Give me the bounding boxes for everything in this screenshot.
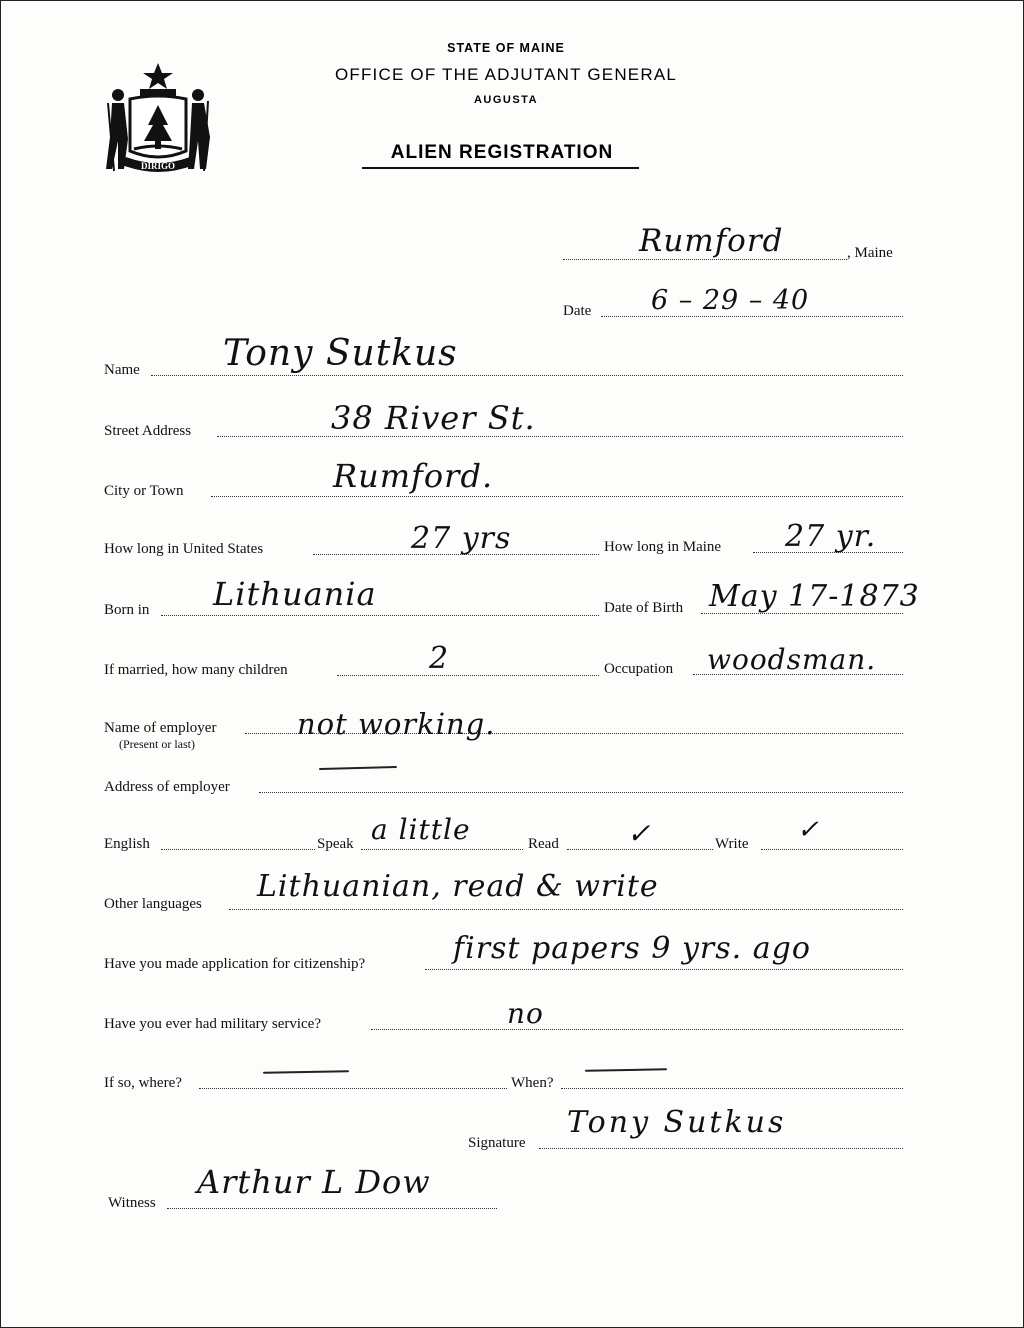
when-line bbox=[561, 1088, 903, 1089]
speak-value: a little bbox=[371, 813, 471, 846]
street-address-line bbox=[217, 436, 903, 437]
when-dash bbox=[585, 1068, 667, 1071]
where-dash bbox=[263, 1070, 349, 1074]
witness-line bbox=[167, 1208, 497, 1209]
military-line bbox=[371, 1029, 903, 1030]
citizenship-line bbox=[425, 969, 903, 970]
born-in-value: Lithuania bbox=[213, 575, 377, 613]
city-heading: AUGUSTA bbox=[473, 94, 539, 106]
military-value: no bbox=[507, 997, 544, 1030]
date-value: 6 – 29 – 40 bbox=[651, 285, 810, 316]
other-languages-line bbox=[229, 909, 903, 910]
when-label: When? bbox=[511, 1075, 554, 1091]
citizenship-label: Have you made application for citizenship? bbox=[104, 956, 366, 972]
military-label: Have you ever had military service? bbox=[104, 1016, 321, 1032]
how-long-us-value: 27 yrs bbox=[411, 521, 512, 556]
state-heading: STATE OF MAINE bbox=[447, 41, 565, 55]
street-address-label: Street Address bbox=[104, 423, 192, 439]
write-line bbox=[761, 849, 903, 850]
employer-address-line bbox=[259, 792, 903, 793]
place-line bbox=[563, 259, 847, 260]
name-value: Tony Sutkus bbox=[223, 333, 458, 374]
write-value: ✓ bbox=[797, 815, 820, 845]
if-so-where-label: If so, where? bbox=[104, 1075, 182, 1091]
signature-label: Signature bbox=[468, 1135, 526, 1151]
children-line bbox=[337, 675, 599, 676]
date-label: Date bbox=[563, 303, 592, 319]
other-languages-value: Lithuanian, read & write bbox=[257, 869, 659, 904]
svg-text:DIRIGO: DIRIGO bbox=[140, 161, 176, 171]
date-of-birth-value: May 17-1873 bbox=[709, 579, 920, 614]
city-value: Rumford. bbox=[333, 457, 494, 495]
signature-line bbox=[539, 1148, 903, 1149]
city-label: City or Town bbox=[104, 483, 184, 499]
employer-name-label: Name of employer bbox=[104, 720, 217, 736]
occupation-label: Occupation bbox=[604, 661, 674, 677]
employer-address-label: Address of employer bbox=[104, 779, 230, 795]
english-label: English bbox=[104, 836, 150, 852]
place-value: Rumford bbox=[639, 223, 784, 259]
date-of-birth-label: Date of Birth bbox=[604, 600, 684, 616]
witness-value: Arthur L Dow bbox=[197, 1163, 431, 1201]
city-line bbox=[211, 496, 903, 497]
name-label: Name bbox=[104, 362, 140, 378]
office-heading: OFFICE OF THE ADJUTANT GENERAL bbox=[334, 65, 678, 84]
employer-dash bbox=[319, 766, 397, 770]
read-label: Read bbox=[528, 836, 559, 852]
citizenship-value: first papers 9 yrs. ago bbox=[453, 931, 811, 966]
employer-name-value: not working. bbox=[297, 707, 496, 741]
title-underline bbox=[362, 167, 639, 169]
how-long-maine-value: 27 yr. bbox=[785, 519, 877, 554]
name-line bbox=[151, 375, 903, 376]
how-long-us-label: How long in United States bbox=[104, 541, 264, 557]
children-label: If married, how many children bbox=[104, 662, 288, 678]
page-title: ALIEN REGISTRATION bbox=[390, 142, 614, 163]
speak-line bbox=[361, 849, 523, 850]
date-line bbox=[601, 316, 903, 317]
read-value: ✓ bbox=[627, 817, 652, 850]
english-line bbox=[161, 849, 315, 850]
employer-name-sublabel: (Present or last) bbox=[119, 737, 195, 751]
place-suffix: , Maine bbox=[847, 245, 893, 261]
witness-label: Witness bbox=[108, 1195, 156, 1211]
occupation-value: woodsman. bbox=[707, 643, 877, 676]
speak-label: Speak bbox=[317, 836, 354, 852]
how-long-maine-label: How long in Maine bbox=[604, 539, 722, 555]
children-value: 2 bbox=[429, 641, 450, 676]
other-languages-label: Other languages bbox=[104, 896, 202, 912]
street-address-value: 38 River St. bbox=[331, 399, 536, 437]
write-label: Write bbox=[715, 836, 749, 852]
if-so-where-line bbox=[199, 1088, 507, 1089]
born-in-line bbox=[161, 615, 599, 616]
born-in-label: Born in bbox=[104, 602, 150, 618]
signature-value: Tony Sutkus bbox=[567, 1105, 787, 1140]
